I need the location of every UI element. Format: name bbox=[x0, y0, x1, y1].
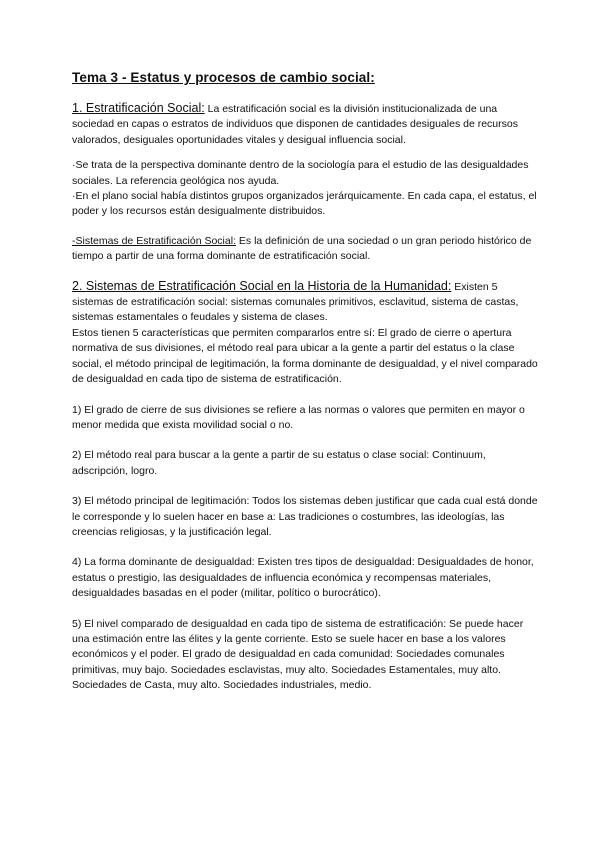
page-title: Tema 3 - Estatus y procesos de cambio social: bbox=[72, 70, 375, 85]
section-1-body: La estratificación social es la división institucionalizada de una sociedad en capas o estratos de individuos que disponen de cantidades desiguales de recursos valorados, desiguales oportunidades vitales y desigual influencia social. bbox=[72, 103, 518, 146]
numbered-item-2: 2) El método real para buscar a la gente a partir de su estatus o clase social: Continuum, adscripción, logro. bbox=[72, 449, 486, 477]
sistemas-heading: -Sistemas de Estratificación Social: bbox=[72, 234, 236, 247]
sistemas-paragraph bbox=[72, 234, 540, 265]
numbered-item-5: 5) El nivel comparado de desigualdad en cada tipo de sistema de estratificación: Se puede hacer una estimación entre las élites y la gente corriente. Esto se suele hacer en base a los valores económicos y el poder. El grado de desigualdad en cada comunidad: Sociedades comunales primitivas, muy bajo. Sociedades esclavistas, muy alto. Sociedades Estamentales, muy alto. Sociedades de Casta, muy alto. Sociedades industriales, medio. bbox=[72, 617, 524, 692]
numbered-item-3: 3) El método principal de legitimación: Todos los sistemas deben justificar que cada cual está donde le corresponde y lo suelen hacer en base a: Las tradiciones o costumbres, las ideologías, las creencias religiosas, y la justificación legal. bbox=[72, 495, 538, 538]
bullet-item: ·Se trata de la perspectiva dominante dentro de la sociología para el estudio de las desigualdades sociales. La referencia geológica nos ayuda. bbox=[72, 159, 529, 187]
numbered-item-1: 1) El grado de cierre de sus divisiones se refiere a las normas o valores que permiten en mayor o menor medida que exista movilidad social o no. bbox=[72, 403, 525, 431]
bullet-item: ·En el plano social había distintos grupos organizados jerárquicamente. En cada capa, el estatus, el poder y los recursos están desigualmente distribuidos. bbox=[72, 190, 537, 218]
section-1-heading: 1. Estratificación Social: bbox=[72, 101, 205, 115]
section-2-characteristics: Estos tienen 5 características que permiten compararlos entre sí: El grado de cierre o apertura normativa de sus divisiones, el método real para ubicar a la gente a partir del estatus o la clase social, el método principal de legitimación, la forma dominante de desigualdad, y el nivel comparado de desigualdad en cada tipo de sistema de estratificación. bbox=[72, 326, 538, 386]
section-2-heading: 2. Sistemas de Estratificación Social en la Historia de la Humanidad: bbox=[72, 278, 452, 293]
section-2-paragraph bbox=[72, 279, 540, 326]
section-1-paragraph bbox=[72, 101, 540, 148]
section-2-body: Existen 5 sistemas de estratificación social: sistemas comunales primitivos, esclavitud, sistema de castas, sistemas estamentales o feudales y sistema de clases. bbox=[72, 280, 519, 324]
numbered-item-4: 4) La forma dominante de desigualdad: Existen tres tipos de desigualdad: Desigualdades de honor, estatus o prestigio, las desigualdades de influencia económica y recompensas materiales, desigualdades basadas en el poder (militar, político o burocrático). bbox=[72, 556, 534, 600]
sistemas-body: Es la definición de una sociedad o un gran periodo histórico de tiempo a partir de una forma dominante de estratificación social. bbox=[72, 234, 532, 263]
